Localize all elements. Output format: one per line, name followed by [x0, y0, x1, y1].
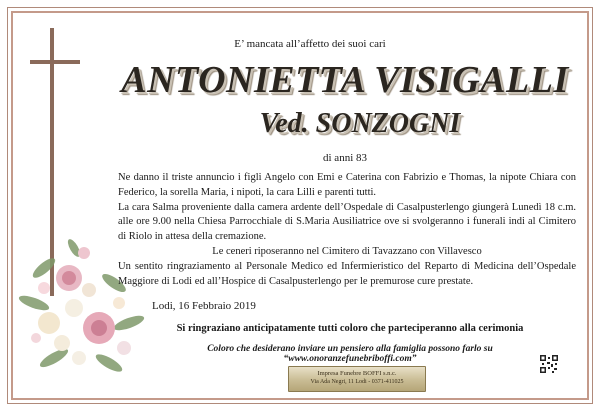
funeral-home-address: Via Ada Negri, 11 Lodi - 0371-411025 — [310, 379, 404, 385]
funeral-home-plaque — [288, 366, 426, 392]
age-line: di anni 83 — [323, 152, 367, 164]
website-line: Coloro che desiderano inviare un pensiero alla famiglia possono farlo su “www.onoranzefunebriboffi.com” — [207, 344, 493, 364]
announcement-paragraph: Un sentito ringraziamento al Personale Medico ed Infermieristico del Reparto di Medicina dell’Ospedale Maggiore di Lodi ed all’Hospice di Casalpusterlengo per le premurose cure prestate. — [118, 260, 576, 287]
funeral-home-name: Impresa Funebre BOFFI s.n.c. — [317, 370, 397, 377]
announcement-paragraph: La cara Salma proveniente dalla camera ardente dell’Ospedale di Casalpusterlengo giungerà Lunedì 18 c.m. alle ore 9.00 nella Chiesa Parrocchiale di S.Maria Ausiliatrice ove si svolgeranno i funerali indi al Cimitero di Riolo in attesa della cremazione. — [118, 201, 576, 243]
announcement-body — [118, 171, 576, 289]
dateline: Lodi, 16 Febbraio 2019 — [152, 300, 256, 312]
deceased-name: ANTONIETTA VISIGALLI — [121, 59, 569, 101]
announcement-paragraph: Ne danno il triste annuncio i figli Angelo con Emi e Caterina con Fabrizio e Thomas, la nipote Chiara con Federico, la sorella Maria, i nipoti, la cara Lilli e parenti tutti. — [118, 172, 576, 198]
announcement-paragraph: Le ceneri riposeranno nel Cimitero di Tavazzano con Villavesco — [212, 245, 482, 257]
intro-line: E’ mancata all’affetto dei suoi cari — [234, 38, 386, 50]
married-name: Ved. SONZOGNI — [259, 108, 461, 139]
thanks-line: Si ringraziano anticipatamente tutti coloro che parteciperanno alla cerimonia — [176, 323, 524, 334]
cross-horizontal-beam — [30, 60, 80, 64]
qr-code-icon — [540, 355, 558, 373]
